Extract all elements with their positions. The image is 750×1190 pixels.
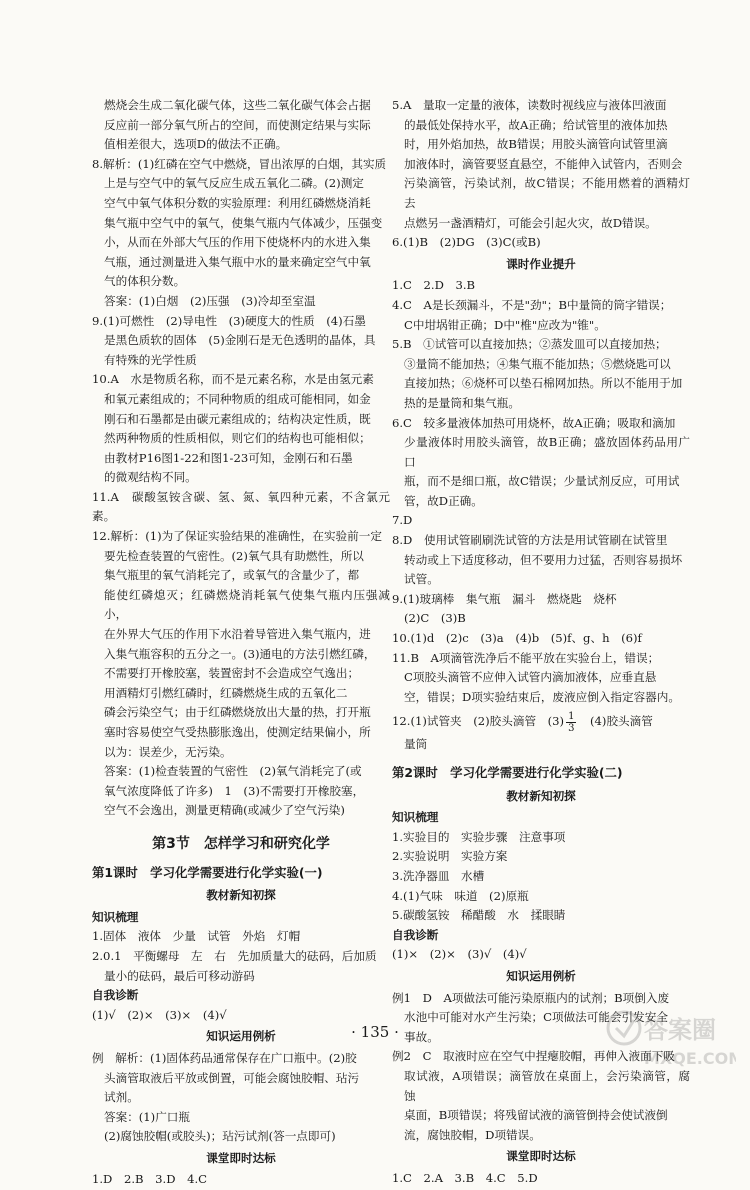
text-line: 答案：(1)白烟 (2)压强 (3)冷却至室温 [104, 293, 316, 308]
text-line: 氧气浓度降低了许多) 1 (3)不需要打开橡胶塞， [104, 783, 365, 798]
text-line: 试管。 [404, 572, 439, 587]
subsection-heading: 知识运用例析 [206, 1029, 276, 1044]
text-line: 污染滴管，污染试剂，故C错误；不能用燃着的酒精灯去 [404, 176, 690, 210]
subsection-heading: 教材新知初探 [206, 888, 276, 903]
text-line: 5.A 量取一定量的液体，读数时视线应与液体凹液面 [392, 98, 667, 112]
lesson-title: 第1课时 学习化学需要进行化学实验(一) [92, 864, 323, 880]
text-line: 能使红磷熄灭；红磷燃烧消耗氧气使集气瓶内压强减小， [104, 587, 390, 622]
text-line: 6.C 较多量液体加热可用烧杯，故A正确；吸取和滴加 [392, 415, 676, 430]
q12-start: 12.(1)试管夹 (2)胶头滴管 (3) [392, 714, 565, 729]
text-line: C项胶头滴管不应伸入试管内滴加液体，应垂直悬 [404, 670, 657, 685]
q12-end: (4)胶头滴管 [578, 714, 653, 729]
text-line: C中坩埚钳正确；D中"椎"应改为"锥"。 [404, 317, 606, 332]
text-line: 例 解析：(1)固体药品通常保存在广口瓶中。(2)胶 [92, 1050, 357, 1065]
text-line: (2)腐蚀胶帽(或胶头)；玷污试剂(答一点即可) [104, 1129, 336, 1144]
text-line: 空，错误；D项实验结束后，废液应倒入指定容器内。 [404, 689, 680, 704]
text-line: 1.实验目的 实验步骤 注意事项 [392, 829, 566, 844]
text-line: 点燃另一盏酒精灯，可能会引起火灾，故D错误。 [404, 215, 657, 230]
text-line: 在外界大气压的作用下水沿着导管进入集气瓶内，进 [104, 627, 371, 642]
text-line: 头滴管取液后平放或倒置，可能会腐蚀胶帽、玷污 [104, 1070, 360, 1085]
text-line: 热的是量筒和集气瓶。 [404, 395, 520, 410]
text-line: 集气瓶里的氧气消耗完了，或氧气的含量少了，都 [104, 568, 360, 583]
text-line: 瓶，而不是细口瓶，故C错误；少量试剂反应，可用试 [404, 474, 680, 489]
text-line: 4.(1)气味 味道 (2)原瓶 [392, 888, 529, 903]
text-line: 加液体时，滴管要竖直悬空，不能伸入试管内，否则会 [404, 156, 683, 171]
text-line: 3.洗净器皿 水槽 [392, 868, 485, 883]
text-line: 上是与空气中的氧气反应生成五氧化二磷。(2)测定 [104, 176, 364, 191]
text-line: 流，腐蚀胶帽，D项错误。 [404, 1127, 541, 1142]
question-12 [392, 707, 690, 735]
text-line: 以为：误差少，无污染。 [104, 744, 232, 759]
text-line: 空气中氧气体积分数的实验原理：利用红磷燃烧消耗 [104, 195, 371, 210]
lesson-title: 第2课时 学习化学需要进行化学实验(二) [392, 765, 623, 780]
text-line: 取试液，A项错误；滴管放在桌面上，会污染滴管，腐蚀 [404, 1068, 690, 1103]
text-line: 要先检查装置的气密性。(2)氧气具有助燃性，所以 [104, 548, 364, 563]
text-line: 磷会污染空气；由于红磷燃烧放出大量的热，打开瓶 [104, 705, 371, 720]
text-line: 5.碳酸氢铵 稀醋酸 水 揉眼睛 [392, 908, 566, 923]
text-line: 不需要打开橡胶塞，装置密封不会造成空气逸出； [104, 666, 360, 681]
text-line: 例2 C 取液时应在空气中捏瘪胶帽，再伸入液面下吸 [392, 1049, 675, 1064]
text-line: 转动或上下适度移动，但不要用力过猛，否则容易损坏 [404, 552, 683, 567]
subsection-heading: 知识运用例析 [506, 968, 576, 983]
text-line: 10.A 水是物质名称，而不是元素名称，水是由氢元素 [92, 372, 374, 387]
text-line: 量小的砝码，最后可移动游码 [104, 968, 255, 983]
text-line: 事故。 [404, 1029, 439, 1044]
text-line: 11.B A项滴管洗净后不能平放在实验台上，错误； [392, 650, 660, 665]
text-line: 6.(1)B (2)DG (3)C(或B) [392, 235, 541, 250]
text-line: 刚石和石墨都是由碳元素组成的；结构决定性质，既 [104, 411, 371, 426]
text-line: 空气不会逸出，测量更精确(或减少了空气污染) [104, 803, 345, 818]
topic-heading: 知识梳理 [92, 909, 139, 924]
text-line: 的微观结构不同。 [104, 470, 197, 485]
text-line: 12.解析：(1)为了保证实验结果的准确性，在实验前一定 [92, 529, 382, 544]
text-line: 1.C 2.D 3.B [392, 278, 476, 293]
text-line: 有特殊的光学性质 [104, 352, 197, 367]
text-line: (1)× (2)× (3)√ (4)√ [392, 947, 527, 962]
text-line: 气的体积分数。 [104, 274, 186, 289]
text-line: 集气瓶中空气中的氧气，使集气瓶内气体减少，压强变 [104, 215, 383, 230]
text-line: 答案：(1)广口瓶 [104, 1109, 190, 1124]
text-line: 入集气瓶容积的五分之一。(3)通电的方法引燃红磷， [104, 646, 376, 661]
watermark-logo [604, 1002, 736, 1072]
text-line: 塞时容易使空气受热膨胀逸出，使测定结果偏小，所 [104, 725, 371, 739]
section-title: 第3节 怎样学习和研究化学 [152, 835, 330, 852]
subsection-heading: 课堂即时达标 [506, 1149, 576, 1164]
text-line: 例1 D A项做法可能污染原瓶内的试剂；B项倒入废 [392, 990, 670, 1005]
text-line: 量筒 [404, 737, 428, 752]
text-line: 1.固体 液体 少量 试管 外焰 灯帽 [92, 929, 301, 944]
text-line: 然两种物质的性质相似，则它们的结构也可能相似； [104, 431, 371, 446]
text-line: 8.D 使用试管刷刷洗试管的方法是用试管刷在试管里 [392, 533, 668, 548]
text-line: 1.D 2.B 3.D 4.C [92, 1172, 208, 1187]
fraction-denominator: 3 [568, 722, 575, 734]
watermark-url: MXQE.COM [644, 1049, 736, 1068]
text-line: 少量液体时用胶头滴管，故B正确；盛放固体药品用广口 [404, 435, 690, 469]
text-line: 气瓶，通过测量进入集气瓶中水的量来确定空气中氧 [104, 254, 371, 269]
subsection-heading: 教材新知初探 [506, 788, 576, 803]
text-line: 4.C A是长颈漏斗，不是"劲"；B中量筒的筒字错误； [392, 297, 672, 312]
text-line: 由教材P16图1-22和图1-23可知，金刚石和石墨 [104, 450, 353, 465]
text-line: 直接加热；⑥烧杯可以垫石棉网加热。所以不能用于加 [404, 376, 683, 391]
text-line: 用酒精灯引燃红磷时，红磷燃烧生成的五氧化二 [104, 685, 348, 700]
page-number: · 135 · [351, 1023, 399, 1041]
text-line: (1)√ (2)× (3)× (4)√ [92, 1007, 227, 1022]
topic-heading: 知识梳理 [392, 810, 439, 825]
watermark-text: 答案圈 [644, 1016, 716, 1044]
text-line: 管，故D正确。 [404, 493, 483, 508]
text-line: 水池中可能对水产生污染；C项做法可能会引发安全 [404, 1010, 668, 1025]
text-line: 11.A 碳酸氢铵含碳、氢、氮、氧四种元素，不含氯元素。 [92, 489, 390, 524]
text-line: 9.(1)可燃性 (2)导电性 (3)硬度大的性质 (4)石墨 [92, 313, 366, 328]
text-line: 反应前一部分氧气所占的空间，而使测定结果与实际 [104, 117, 371, 132]
text-line: 8.解析：(1)红磷在空气中燃烧，冒出浓厚的白烟，其实质 [92, 156, 387, 171]
subsection-heading: 课时作业提升 [506, 256, 576, 271]
fraction [566, 711, 576, 734]
text-line: 答案：(1)检查装置的气密性 (2)氧气消耗完了(或 [104, 764, 362, 779]
text-line: (2)C (3)B [404, 611, 466, 626]
text-line: 燃烧会生成二氧化碳气体，这些二氧化碳气体会占据 [104, 98, 371, 112]
text-line: 1.C 2.A 3.B 4.C 5.D [392, 1170, 538, 1185]
text-line: 小，从而在外部大气压的作用下使烧杯内的水进入集 [104, 235, 371, 250]
fraction-numerator: 1 [568, 710, 575, 722]
text-line: 9.(1)玻璃棒 集气瓶 漏斗 燃烧匙 烧杯 [392, 591, 617, 606]
text-line: 5.B ①试管可以直接加热；②蒸发皿可以直接加热； [392, 337, 667, 352]
text-line: 10.(1)d (2)c (3)a (4)b (5)f、g、h (6)f [392, 631, 642, 646]
text-line: 的最低处保持水平，故A正确；给试管里的液体加热 [404, 117, 668, 132]
topic-heading: 自我诊断 [392, 927, 439, 942]
text-line: 2.实验说明 实验方案 [392, 849, 508, 864]
text-line: 是黑色质软的固体 (5)金刚石是无色透明的晶体，具 [104, 333, 376, 348]
text-line: 时，用外焰加热，故B错误；用胶头滴管向试管里滴 [404, 137, 668, 152]
topic-heading: 自我诊断 [92, 988, 139, 1003]
text-line: 值相差很大，选项D的做法不正确。 [104, 137, 288, 152]
text-line: ③量筒不能加热；④集气瓶不能加热；⑤燃烧匙可以 [404, 356, 671, 371]
subsection-heading: 课堂即时达标 [206, 1150, 276, 1165]
text-line: 7.D [392, 513, 413, 528]
text-line: 试剂。 [104, 1090, 139, 1105]
text-line: 和氧元素组成的；不同种物质的组成可能相同，如金 [104, 391, 371, 406]
text-line: 桌面，B项错误；将残留试液的滴管倒持会使试液倒 [404, 1108, 668, 1123]
text-line: 2.0.1 平衡螺母 左 右 先加质量大的砝码，后加质 [92, 948, 377, 963]
